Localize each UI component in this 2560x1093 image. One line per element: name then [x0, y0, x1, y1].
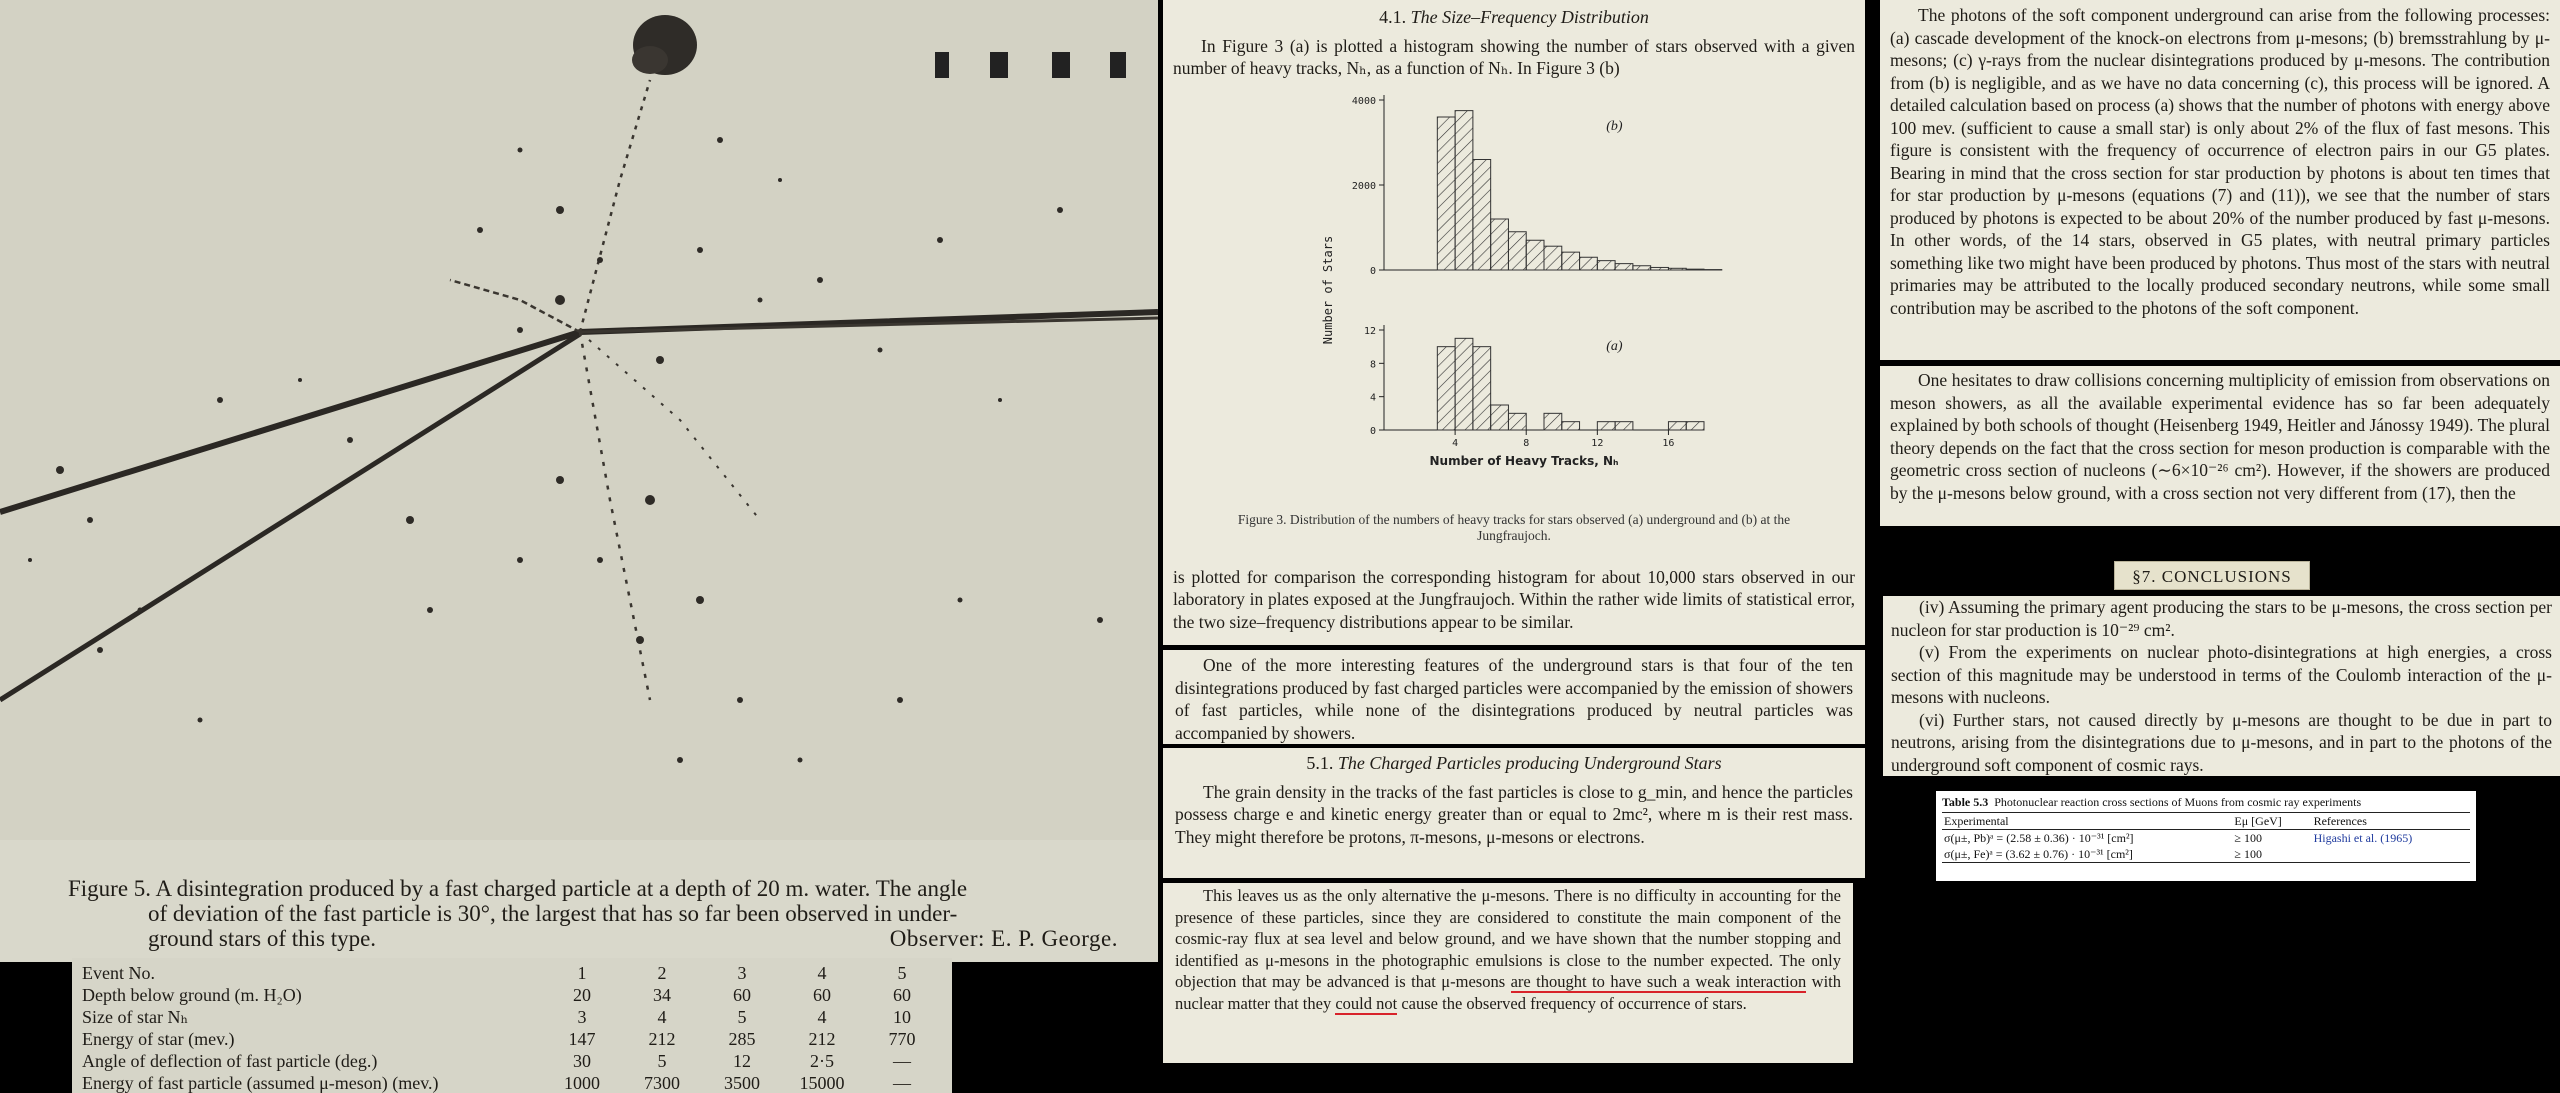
- emulsion-tracks-image: [0, 0, 1158, 840]
- caption-line: Figure 5. A disintegration produced by a fast charged particle at a depth of 20 m. water. The angle: [68, 876, 968, 901]
- table-5-3: [1936, 791, 2476, 881]
- table-cell: 3500: [724, 1072, 760, 1093]
- row-label: Depth below ground (m. H₂O): [82, 984, 302, 1005]
- histogram-bar: [1668, 421, 1686, 429]
- conclusions-panel: [1883, 596, 2560, 776]
- histogram-bar: [1437, 346, 1455, 429]
- reference-link[interactable]: Higashi et al. (1965): [2313, 831, 2413, 845]
- histogram-bar: [1473, 159, 1491, 270]
- histogram-bar: [1544, 413, 1562, 430]
- histogram-bar: [1668, 268, 1686, 270]
- table-cell: 1000: [564, 1072, 600, 1093]
- histogram-bar: [1615, 421, 1633, 429]
- paragraph: The photons of the soft component underground can arise from the following processes: (a) cascade development of the knock-on electrons from μ-mesons; (b) bremsstrahlung by μ-mesons; (c) γ-rays from the nuclear disintegrations produced by μ-mesons. The contribution from (b) is negligible, and as we have no data concerning (c), this process will be ignored. A detailed calculation based on process (a) shows that the number of photons with energy above 100 mev. (sufficient to cause a small star) is only about 2% of the flux of fast mesons. This figure is consistent with the frequency of occurrence of electron pairs in our G5 plates. Bearing in mind that the cross section for star production by photons is about ten times that for star production by μ-mesons (equations (7) and (11)), we see that the number of stars produced by photons is expected to be about 20% of the number produced by fast μ-mesons. In other words, of the 14 stars, observed in G5 plates, with neutral primary particles something like two might have been produced by photons. Thus most of the stars with neutral primaries may be attributed to the locally produced secondary neutrons, while some small contribution may be ascribed to the photons of the soft component.: [1890, 5, 2550, 318]
- y-tick-label: 12: [1363, 325, 1376, 337]
- column-header: References: [2313, 814, 2367, 828]
- table-row: σ(μ±, Pb)ᵃ = (2.58 ± 0.36) · 10⁻³¹ [cm²] ≥ 100 Higashi et al. (1965): [1942, 830, 2470, 847]
- highlighted-phrase: are thought to have such a weak interaction: [1510, 972, 1807, 991]
- table-cell: 212: [648, 1028, 676, 1049]
- table-row: [82, 984, 942, 1006]
- histogram-bar: [1455, 110, 1473, 269]
- histogram-bar: [1455, 338, 1473, 430]
- histogram-bar: [1686, 269, 1704, 270]
- histogram-bar: [1491, 219, 1509, 270]
- panel-label: (b): [1606, 118, 1623, 134]
- mu-meson-paragraph-panel: [1163, 883, 1853, 1063]
- table-cell: 4: [817, 1006, 827, 1027]
- histogram-bar: [1686, 421, 1704, 429]
- table-cell: 1: [577, 962, 587, 983]
- table-row: [82, 962, 942, 984]
- conclusions-heading: §7. CONCLUSIONS: [2114, 561, 2310, 590]
- paragraph: This leaves us as the only alternative the μ-mesons. There is no difficulty in accounting for the presence of these particles, since they are considered to constitute the main component of the cosmic-ray flux at sea level and below ground, and we have shown that the number stopping and identified as μ-mesons in the photographic emulsions is close to the number expected. The only objection that may be advanced is that μ-mesons are thought to have such a weak interaction with nuclear matter that they could not cause the observed frequency of occurrence of stars.: [1175, 886, 1841, 1013]
- y-tick-label: 4000: [1351, 95, 1376, 107]
- table-cell: 7300: [644, 1072, 680, 1093]
- paragraph: One hesitates to draw collisions concerning multiplicity of emission from observations on meson showers, as all the available experimental evidence has so far been adequately explained by both schools of thought (Heisenberg 1949, Heitler and Jánossy 1949). The plural theory depends on the fact that the cross section for meson production is comparable with the geometric cross section of nucleons (∼6×10⁻²⁶ cm²). However, if the showers are produced by the μ-mesons below ground, with a cross section not very different from (17), then the: [1890, 370, 2550, 503]
- table-cell: 60: [733, 984, 751, 1005]
- histogram-bar: [1580, 257, 1598, 270]
- table-cell: 2: [657, 962, 667, 983]
- table-cell: 30: [573, 1050, 591, 1071]
- y-tick-label: 4: [1369, 392, 1376, 404]
- paragraph: The grain density in the tracks of the fast particles is close to g_min, and hence the particles possess charge e and kinetic energy greater than or equal to 2mc², where m is their rest mass. They might therefore be protons, π-mesons, μ-mesons or electrons.: [1175, 781, 1853, 847]
- histogram-bar: [1562, 421, 1580, 429]
- section-5-1-panel: [1163, 748, 1865, 878]
- meson-showers-paragraph-panel: [1880, 366, 2560, 526]
- section-4-1-panel: [1163, 0, 1865, 645]
- table-cell: 285: [728, 1028, 756, 1049]
- x-tick-label: 12: [1591, 437, 1604, 449]
- y-tick-label: 0: [1369, 425, 1376, 437]
- table-cell: 10: [893, 1006, 911, 1027]
- table-cell: —: [893, 1050, 911, 1071]
- histogram-bar: [1633, 265, 1651, 269]
- histogram-bar: [1597, 421, 1615, 429]
- y-tick-label: 2000: [1351, 180, 1376, 192]
- row-label: Event No.: [82, 962, 155, 983]
- histogram-bar: [1597, 260, 1615, 269]
- conclusion-item: (iv) Assuming the primary agent producing the stars to be μ-mesons, the cross section per nucleon for star production is 10⁻²⁹ cm².: [1891, 597, 2552, 640]
- row-label: Energy of star (mev.): [82, 1028, 235, 1049]
- x-axis-label: Number of Heavy Tracks, Nₕ: [1429, 453, 1619, 468]
- table-cell: 770: [888, 1028, 916, 1049]
- photons-paragraph-panel: [1880, 0, 2560, 360]
- table-cell: 4: [817, 962, 827, 983]
- table-row: [82, 1050, 942, 1072]
- table-row: σ(μ±, Fe)ᵃ = (3.62 ± 0.76) · 10⁻³¹ [cm²] ≥ 100: [1944, 847, 2262, 861]
- histogram-bar: [1508, 413, 1526, 430]
- x-tick-label: 4: [1452, 437, 1459, 449]
- figure3-caption: Figure 3. Distribution of the numbers of heavy tracks for stars observed (a) underground and (b) at the Jungfraujoch.: [1237, 511, 1791, 543]
- section-heading: 4.1. The Size–Frequency Distribution: [1379, 7, 1649, 27]
- figure5-photograph: [0, 0, 1158, 840]
- histogram-bar: [1508, 231, 1526, 269]
- table-cell: 60: [813, 984, 831, 1005]
- histogram-bar: [1562, 252, 1580, 270]
- paragraph: is plotted for comparison the corresponding histogram for about 10,000 stars observed in our laboratory in plates exposed at the Jungfraujoch. Within the rather wide limits of statistical error, the two size–frequency distributions appear to be similar.: [1173, 566, 1855, 632]
- x-tick-label: 16: [1662, 437, 1675, 449]
- caption-line: ground stars of this type.: [148, 926, 377, 951]
- table-cell: 3: [577, 1006, 587, 1027]
- table-row: [82, 1006, 942, 1028]
- conclusion-item: (vi) Further stars, not caused directly by μ-mesons are thought to be due in part to neutrons, arising from the disintegrations due to μ-mesons, and in part to the photons of the underground soft component of cosmic rays.: [1891, 709, 2552, 775]
- table-caption: Table 5.3 Photonuclear reaction cross sections of Muons from cosmic ray experiments: [1942, 795, 2362, 809]
- table-row: [82, 1072, 942, 1093]
- table-cell: 5: [657, 1050, 667, 1071]
- row-label: Size of star Nₕ: [82, 1006, 189, 1027]
- table-cell: 2·5: [810, 1050, 834, 1071]
- table-cell: 60: [893, 984, 911, 1005]
- histogram-svg: [1284, 90, 1744, 510]
- figure5-caption: [0, 840, 1158, 962]
- y-axis-label: Number of Stars: [1321, 235, 1335, 344]
- histogram-bar: [1615, 263, 1633, 269]
- histogram-bar: [1491, 405, 1509, 430]
- row-label: Energy of fast particle (assumed μ-meson) (mev.): [82, 1072, 439, 1093]
- table-cell: 212: [808, 1028, 836, 1049]
- table-cell: 3: [737, 962, 747, 983]
- x-tick-label: 8: [1523, 437, 1530, 449]
- highlighted-phrase: could not: [1335, 993, 1398, 1013]
- column-header: Experimental: [1944, 814, 2009, 828]
- table-cell: —: [893, 1072, 911, 1093]
- table-cell: 5: [737, 1006, 747, 1027]
- conclusion-item: (v) From the experiments on nuclear photo-disintegrations at high energies, a cross section of this magnitude may be understood in terms of the Coulomb interaction of the μ-mesons with nucleons.: [1891, 642, 2552, 707]
- observer-credit: Observer: E. P. George.: [889, 926, 1118, 951]
- y-tick-label: 0: [1369, 265, 1376, 277]
- table-cell: 12: [733, 1050, 751, 1071]
- showers-paragraph-panel: [1163, 650, 1865, 744]
- table-cell: 20: [573, 984, 591, 1005]
- histogram-bar: [1473, 346, 1491, 429]
- section-heading: 5.1. The Charged Particles producing Underground Stars: [1306, 753, 1722, 773]
- panel-label: (a): [1606, 338, 1623, 354]
- caption-line: of deviation of the fast particle is 30°, the largest that has so far been observed in under-: [148, 901, 958, 926]
- table-cell: 34: [653, 984, 671, 1005]
- table-cell: 5: [897, 962, 907, 983]
- histogram-bar: [1544, 246, 1562, 270]
- table-cell: 4: [657, 1006, 667, 1027]
- table-cell: 15000: [799, 1072, 845, 1093]
- y-tick-label: 8: [1369, 358, 1376, 370]
- histogram-bar: [1651, 267, 1669, 270]
- event-table: [72, 958, 952, 1093]
- table-cell: 147: [568, 1028, 596, 1049]
- histogram-bar: [1437, 117, 1455, 270]
- paragraph: In Figure 3 (a) is plotted a histogram showing the number of stars observed with a given number of heavy tracks, Nₕ, as a function of Nₕ. In Figure 3 (b): [1173, 35, 1855, 78]
- table-row: [82, 1028, 942, 1050]
- paragraph: One of the more interesting features of the underground stars is that four of the ten disintegrations produced by fast charged particles were accompanied by the emission of showers of fast particles, while none of the disintegrations produced by neutral particles was accompanied by showers.: [1175, 655, 1853, 743]
- column-header: Eμ [GeV]: [2234, 814, 2282, 828]
- figure3-histogram: [1284, 90, 1744, 510]
- histogram-bar: [1526, 240, 1544, 270]
- row-label: Angle of deflection of fast particle (deg.): [82, 1050, 378, 1071]
